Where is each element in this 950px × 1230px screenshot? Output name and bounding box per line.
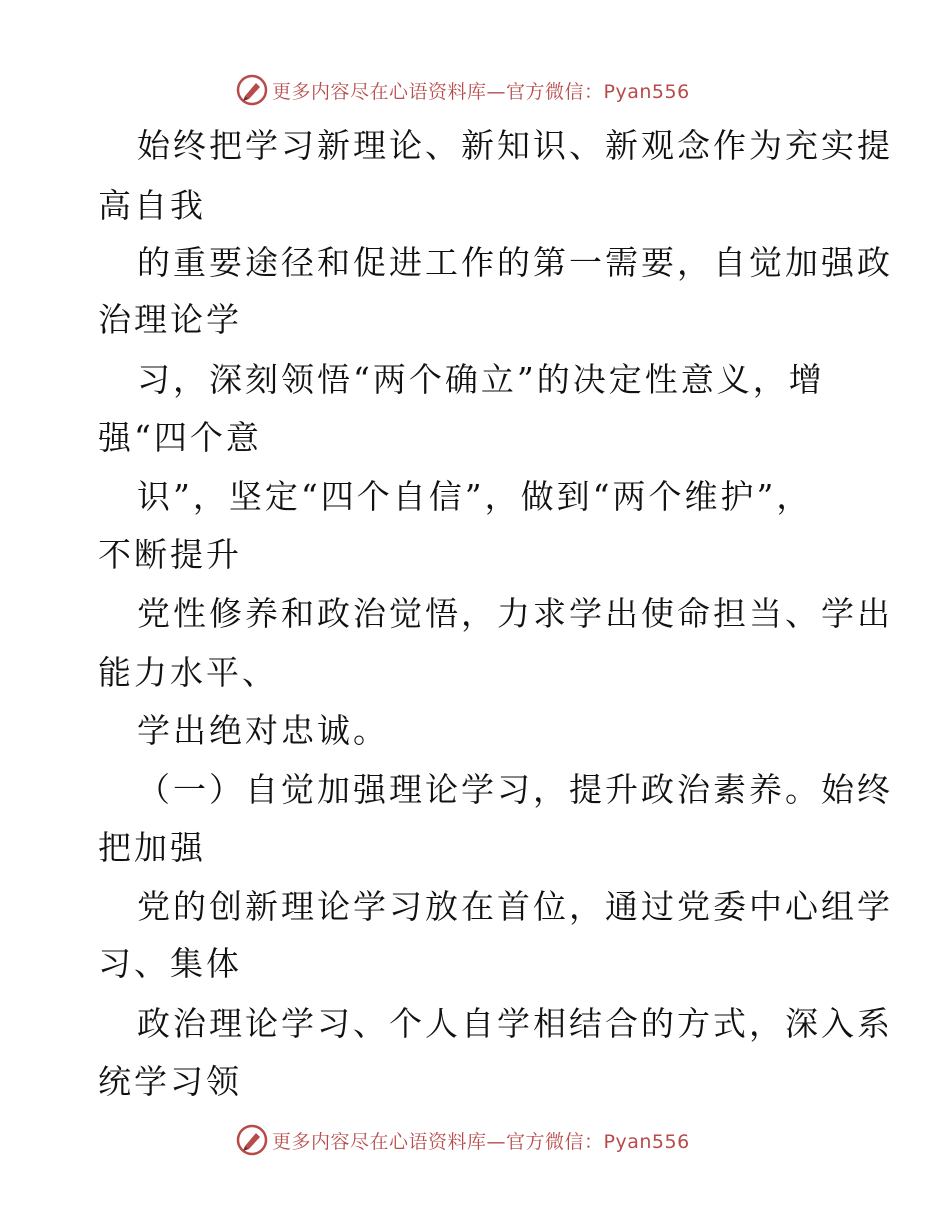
- body-line: 统学习领: [98, 1062, 242, 1101]
- body-line: 的重要途径和促进工作的第一需要，自觉加强政: [137, 243, 893, 282]
- body-line: 能力水平、: [98, 653, 278, 692]
- body-line: 党的创新理论学习放在首位，通过党委中心组学: [137, 887, 893, 926]
- header-watermark: [236, 73, 690, 107]
- footer-watermark: [236, 1123, 690, 1157]
- watermark-text: 更多内容尽在心语资料库—官方微信：Pyan556: [272, 80, 690, 103]
- body-line: 党性修养和政治觉悟，力求学出使命担当、学出: [137, 594, 893, 633]
- body-line: 不断提升: [98, 535, 242, 574]
- watermark-text: 更多内容尽在心语资料库—官方微信：Pyan556: [272, 1130, 690, 1153]
- body-line: 治理论学: [98, 300, 242, 339]
- section-heading-line: （一）自觉加强理论学习，提升政治素养。始终: [137, 770, 893, 809]
- body-line: 识”，坚定“四个自信”，做到“两个维护”，: [137, 477, 813, 516]
- pen-logo-icon: [236, 74, 268, 106]
- body-line: 政治理论学习、个人自学相结合的方式，深入系: [137, 1004, 893, 1043]
- body-line: 强“四个意: [98, 418, 262, 457]
- body-line: 高自我: [98, 186, 206, 225]
- body-line: 学出绝对忠诚。: [137, 711, 389, 750]
- body-line: 始终把学习新理论、新知识、新观念作为充实提: [137, 126, 893, 165]
- body-line: 习，深刻领悟“两个确立”的决定性意义，增: [137, 360, 825, 399]
- pen-logo-icon: [236, 1124, 268, 1156]
- body-line: 习、集体: [98, 944, 242, 983]
- body-line: 把加强: [98, 828, 206, 867]
